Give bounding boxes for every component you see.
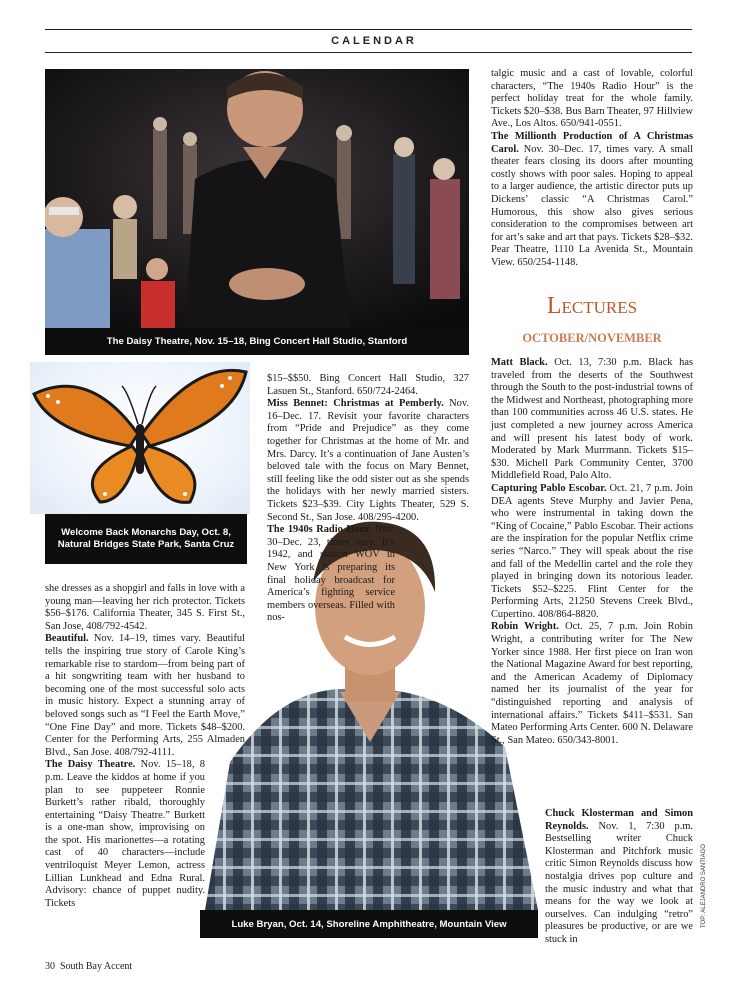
event-description: Nov. 14–19, times vary. Beautiful tells the inspiring true story of Carole King’s remarkable rise to stardom—from being part of a hit songwriting team with her husband to becoming one of the most successful solo acts in music history. Expect a stunning array of beloved songs such as “I Feel the Earth Move,” “One Fine Day” and more. Tickets $48–$200. Center for the Performing Arts, 255 Almaden Blvd., San Jose. 408/792-4111. (45, 633, 245, 758)
lecture-title: Capturing Pablo Escobar. (491, 482, 607, 494)
lecture-title: Chuck Klosterman and Simon Reynolds. (545, 808, 693, 832)
event-description: Nov. 30–Dec. 17, times vary. A small theater fears closing its doors after mounting costly shows with poor sales. Hoping to appeal to a larger audience, the artistic director puts up Dickens’ classic “A Christmas Carol.” Humorous, this show also gives serious consideration to the compromises between art for art’s sake and art that pays. Tickets $28–$32. Pear Theatre, 1110 La Avenida St., Mountain View. 650/254-1148. (491, 143, 693, 268)
column-middle (267, 373, 469, 625)
header-rule (45, 52, 692, 53)
column-right-lectures (491, 357, 693, 747)
event-description: Nov. 30–Dec. 23, times vary. It’s 1942, and station WOV in New York is preparing its final holiday broadcast for America’s fighting service members overseas. Filled with nos- (267, 524, 395, 624)
lectures-subheading: OCTOBER/NOVEMBER (522, 331, 662, 345)
daisy-theatre-photo (45, 69, 469, 328)
daisy-theatre-caption: The Daisy Theatre, Nov. 15–18, Bing Concert Hall Studio, Stanford (45, 328, 469, 355)
lecture-title: Matt Black. (491, 357, 548, 368)
column-right-top (491, 68, 693, 270)
lecture-item (545, 808, 693, 947)
column-right-bottom (545, 808, 693, 947)
lecture-item (491, 621, 693, 747)
lecture-description: Oct. 25, 7 p.m. Join Robin Wright, a contributing writer for The New Yorker since 1988. Her first piece on Iran won the National Magazine Award for best reporting, and the American Academy of Diplomacy named her its journalist of the year for “distinguished reporting and analysis of international affairs.” Tickets $411–$531. San Mateo Performing Arts Center. 600 N. Delaware St., San Mateo. 650/343-8001. (491, 621, 693, 746)
lecture-description: Oct. 21, 7 p.m. Join DEA agents Steve Murphy and Javier Pena, who were instrumental in taking down the “King of Cocaine,” Pablo Escobar. Their actions are the inspiration for the popular Netflix crime series “Narco.” They will speak about the rise and fall of the Medellin cartel and the role they played in bringing down its notorious leader. Tickets $52–$225. Flint Center for the Performing Arts, 21250 Stevens Creek Blvd., Cupertino. 408/864-8820. (491, 482, 693, 620)
lectures-heading: Lectures (546, 293, 638, 319)
page-number: 30 (45, 961, 55, 972)
column-left (45, 583, 245, 910)
event-title: Beautiful. (45, 633, 89, 645)
lecture-description: Nov. 1, 7:30 p.m. Bestselling writer Chuck Klosterman and Pitchfork music critic Simon Reynolds discuss how nostalgia drives pop culture and the music industry and what that means for the way we look at ourselves. Can indulging “retro” pleasures be productive, or are we stuck in (545, 820, 693, 945)
event-title: Miss Bennet: Christmas at Pemberly. (267, 398, 444, 410)
article-text: she dresses as a shopgirl and falls in love with a young man—leaving her rich protector. Tickets $56–$176. California Theater, 345 S. First St., San Jose, 408/792-4542. (45, 583, 245, 632)
section-label: CALENDAR (331, 35, 417, 47)
page-footer (45, 961, 132, 972)
monarch-butterfly-photo (30, 362, 250, 514)
article-text: talgic music and a cast of lovable, colorful characters, “The 1940s Radio Hour” is the perfect holiday treat for the whole family. Tickets $20–$38. Bus Barn Theater, 97 Hillview Ave., Los Altos. 650/941-0551. (491, 68, 693, 130)
luke-bryan-caption: Luke Bryan, Oct. 14, Shoreline Amphitheatre, Mountain View (200, 910, 538, 938)
photo-credit: TOP: ALEJANDRO SANTIAGO (701, 844, 707, 928)
event-title: The Millionth Production of A Christmas Carol. (491, 130, 693, 155)
top-rule (45, 29, 692, 30)
monarchs-caption: Welcome Back Monarchs Day, Oct. 8, Natural Bridges State Park, Santa Cruz (45, 514, 247, 564)
event-description: Nov. 16–Dec. 17. Revisit your favorite characters from “Pride and Prejudice” as they come together for Christmas at the home of Mr. and Mrs. Darcy. It’s a continuation of Jane Austen’s beloved tale with the focus on Mary Bennet, still feeling like the odd sister out as she spends the holidays with her newly married sisters. Tickets $23–$39. City Lights Theater, 529 S. Second St., San Jose. 408/295-4200. (267, 398, 469, 523)
lecture-item (491, 483, 693, 622)
event-title: The Daisy Theatre. (45, 759, 136, 771)
event-description: Nov. 15–18, 8 p.m. Leave the kiddos at home if you plan to see puppeteer Ronnie Burkett’s rather ribald, thoroughly entertaining “Daisy Theatre.” Burkett is a one-man show, improvising on the spot. His marionettes—a rotating cast of 40 characters—include ventriloquist Meyer Lemon, actress Lillian Lunkhead and Edna Rural. Advisory: chance of puppet nudity. Tickets (45, 759, 205, 909)
lecture-description: Oct. 13, 7:30 p.m. Black has traveled from the deserts of the Southwest through the South to the post-industrial towns of the Midwest and Northeast, photographing more than 100 communities across 46 U.S. states. He just completed a new journey across America and will present his latest body of work. Moderated by Mark Murrmann. Tickets $15–$30. Michell Park Community Center, 3700 Middlefield Road, Palo Alto. (491, 357, 693, 482)
magazine-name: South Bay Accent (60, 961, 133, 972)
lecture-title: Robin Wright. (491, 621, 559, 633)
lecture-item (491, 357, 693, 483)
article-text: $15–$$50. Bing Concert Hall Studio, 327 Lasuen St., Stanford. 650/724-2464. (267, 373, 469, 397)
event-title: The 1940s Radio Hour. (267, 524, 372, 536)
